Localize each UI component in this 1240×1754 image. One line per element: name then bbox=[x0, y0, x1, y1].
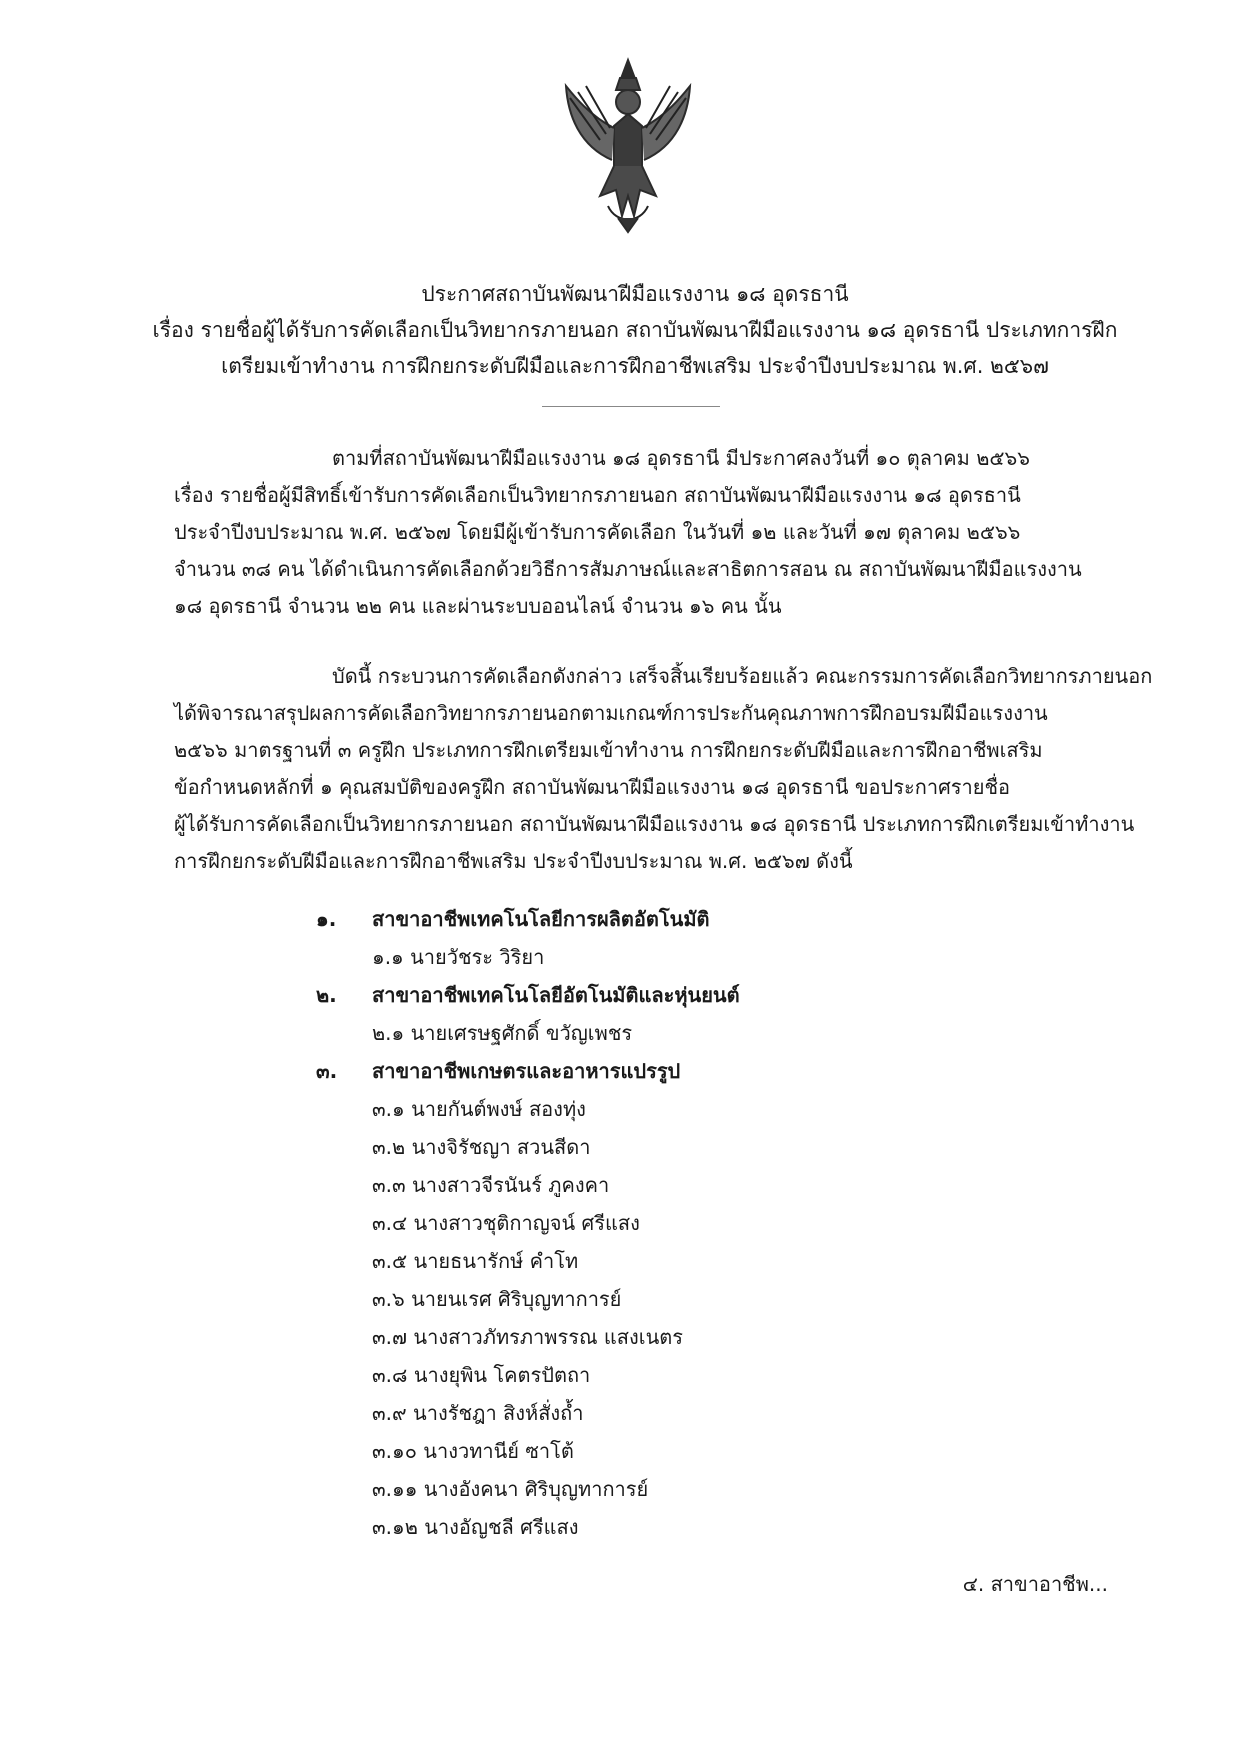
lecturer-name: ๓.๗ นางสาวภัทรภาพรรณ แสงเนตร bbox=[372, 1325, 683, 1349]
section-number: ๓. bbox=[316, 1059, 338, 1083]
list-item bbox=[316, 1508, 1016, 1546]
list-item bbox=[316, 1394, 1016, 1432]
lecturer-name: ๓.๓ นางสาวจีรนันร์ ภูคงคา bbox=[372, 1173, 610, 1197]
lecturer-name: ๓.๔ นางสาวชุติกาญจน์ ศรีแสง bbox=[372, 1211, 640, 1235]
list-item bbox=[316, 1318, 1016, 1356]
paragraph-2-line: ได้พิจารณาสรุปผลการคัดเลือกวิทยากรภายนอกตามเกณฑ์การประกันคุณภาพการฝึกอบรมฝีมือแรงงาน bbox=[174, 701, 1048, 725]
selected-lecturers-list bbox=[316, 900, 1016, 1546]
garuda-emblem-icon bbox=[560, 56, 696, 236]
page-continuation: ๔. สาขาอาชีพ... bbox=[962, 1572, 1108, 1596]
list-item bbox=[316, 1356, 1016, 1394]
lecturer-name: ๓.๑๑ นางอังคนา ศิริบุญทาการย์ bbox=[372, 1477, 649, 1501]
paragraph-2 bbox=[174, 658, 1153, 880]
section-heading bbox=[316, 900, 1016, 938]
section-title: สาขาอาชีพเทคโนโลยีการผลิตอัตโนมัติ bbox=[372, 907, 710, 931]
paragraph-2-line: บัดนี้ กระบวนการคัดเลือกดังกล่าว เสร็จสิ้นเรียบร้อยแล้ว คณะกรรมการคัดเลือกวิทยากรภายนอก bbox=[332, 664, 1153, 688]
paragraph-1-line: ๑๘ อุดรธานี จำนวน ๒๒ คน และผ่านระบบออนไลน์ จำนวน ๑๖ คน นั้น bbox=[174, 594, 782, 618]
list-item bbox=[316, 1280, 1016, 1318]
list-item bbox=[316, 1242, 1016, 1280]
paragraph-1-line: เรื่อง รายชื่อผู้มีสิทธิ์เข้ารับการคัดเลือกเป็นวิทยากรภายนอก สถาบันพัฒนาฝีมือแรงงาน ๑๘ อุดรธานี bbox=[174, 483, 1021, 507]
subject-line-1: เรื่อง รายชื่อผู้ได้รับการคัดเลือกเป็นวิทยากรภายนอก สถาบันพัฒนาฝีมือแรงงาน ๑๘ อุดรธานี ประเภทการฝึก bbox=[152, 318, 1118, 342]
lecturer-name: ๑.๑ นายวัชระ วิริยา bbox=[372, 945, 545, 969]
lecturer-name: ๓.๕ นายธนารักษ์ คำโท bbox=[372, 1249, 579, 1273]
section-title: สาขาอาชีพเกษตรและอาหารแปรรูป bbox=[372, 1059, 681, 1083]
lecturer-name: ๒.๑ นายเศรษฐศักดิ์ ขวัญเพชร bbox=[372, 1021, 633, 1045]
header-divider bbox=[542, 406, 720, 407]
paragraph-1-line: จำนวน ๓๘ คน ได้ดำเนินการคัดเลือกด้วยวิธีการสัมภาษณ์และสาธิตการสอน ณ สถาบันพัฒนาฝีมือแรงงาน bbox=[174, 557, 1082, 581]
section-heading bbox=[316, 976, 1016, 1014]
list-item bbox=[316, 1166, 1016, 1204]
lecturer-name: ๓.๒ นางจิรัชญา สวนสีดา bbox=[372, 1135, 591, 1159]
list-item bbox=[316, 1432, 1016, 1470]
lecturer-name: ๓.๘ นางยุพิน โคตรปัตถา bbox=[372, 1363, 591, 1387]
paragraph-1-line: ประจำปีงบประมาณ พ.ศ. ๒๕๖๗ โดยมีผู้เข้ารับการคัดเลือก ในวันที่ ๑๒ และวันที่ ๑๗ ตุลาคม ๒๕๖๖ bbox=[174, 520, 1021, 544]
paragraph-2-line: ข้อกำหนดหลักที่ ๑ คุณสมบัติของครูฝึก สถาบันพัฒนาฝีมือแรงงาน ๑๘ อุดรธานี ขอประกาศรายชื่อ bbox=[174, 775, 1011, 799]
paragraph-2-line: การฝึกยกระดับฝีมือและการฝึกอาชีพเสริม ประจำปีงบประมาณ พ.ศ. ๒๕๖๗ ดังนี้ bbox=[174, 849, 853, 873]
list-item bbox=[316, 1128, 1016, 1166]
paragraph-2-line: ผู้ได้รับการคัดเลือกเป็นวิทยากรภายนอก สถาบันพัฒนาฝีมือแรงงาน ๑๘ อุดรธานี ประเภทการฝึกเตรียมเข้าทำงาน bbox=[174, 812, 1135, 836]
lecturer-name: ๓.๑๒ นางอัญชลี ศรีแสง bbox=[372, 1515, 579, 1539]
list-item bbox=[316, 938, 1016, 976]
lecturer-name: ๓.๑ นายกันต์พงษ์ สองทุ่ง bbox=[372, 1097, 586, 1121]
paragraph-1-line: ตามที่สถาบันพัฒนาฝีมือแรงงาน ๑๘ อุดรธานี มีประกาศลงวันที่ ๑๐ ตุลาคม ๒๕๖๖ bbox=[332, 446, 1030, 470]
lecturer-name: ๓.๑๐ นางวทานีย์ ซาโต้ bbox=[372, 1439, 574, 1463]
paragraph-2-line: ๒๕๖๖ มาตรฐานที่ ๓ ครูฝึก ประเภทการฝึกเตรียมเข้าทำงาน การฝึกยกระดับฝีมือและการฝึกอาชีพเสริม bbox=[174, 738, 1043, 762]
section-number: ๒. bbox=[316, 983, 337, 1007]
section-title: สาขาอาชีพเทคโนโลยีอัตโนมัติและหุ่นยนต์ bbox=[372, 983, 740, 1007]
list-item bbox=[316, 1090, 1016, 1128]
announcement-header bbox=[150, 276, 1120, 384]
announcement-title: ประกาศสถาบันพัฒนาฝีมือแรงงาน ๑๘ อุดรธานี bbox=[421, 282, 849, 306]
lecturer-name: ๓.๖ นายนเรศ ศิริบุญทาการย์ bbox=[372, 1287, 622, 1311]
lecturer-name: ๓.๙ นางรัชฎา สิงห์สั่งถ้ำ bbox=[372, 1401, 584, 1425]
section-heading bbox=[316, 1052, 1016, 1090]
list-item bbox=[316, 1014, 1016, 1052]
subject-line-2: เตรียมเข้าทำงาน การฝึกยกระดับฝีมือและการฝึกอาชีพเสริม ประจำปีงบประมาณ พ.ศ. ๒๕๖๗ bbox=[221, 354, 1049, 378]
paragraph-1 bbox=[174, 440, 1114, 625]
section-number: ๑. bbox=[316, 907, 337, 931]
list-item bbox=[316, 1204, 1016, 1242]
list-item bbox=[316, 1470, 1016, 1508]
